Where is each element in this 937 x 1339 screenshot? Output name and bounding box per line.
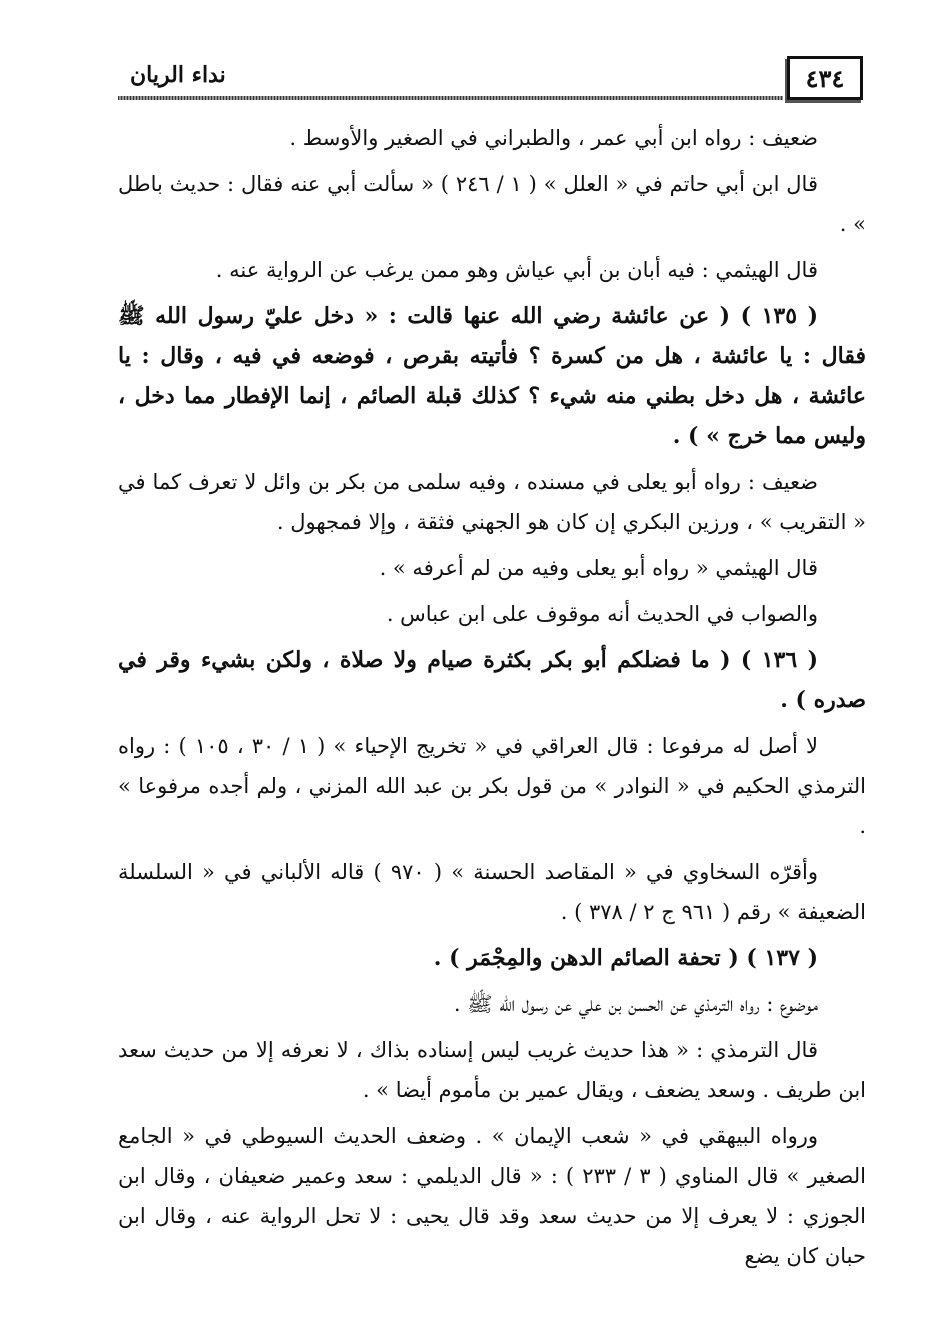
paragraph: ضعيف : رواه أبو يعلى في مسنده ، وفيه سلمى من بكر بن وائل لا تعرف كما في « التقريب » ، ورزين البكري إن كان هو الجهني فثقة ، وإلا فمجهول . [118,470,866,534]
hadith-paragraph: ( ١٣٥ ) ( عن عائشة رضي الله عنها قالت : « دخل عليّ رسول الله ﷺ فقال : يا عائشة ، هل من كسرة ؟ فأتيته بقرص ، فوضعه في فيه ، وقال : يا عائشة ، هل دخل بطني منه شيء ؟ كذلك قبلة الصائم ، إنما الإفطار مما دخل ، وليس مما خرج » ) . [118,303,866,449]
paragraph: قال الترمذي : « هذا حديث غريب ليس إسناده بذاك ، لا نعرفه إلا من حديث سعد ابن طريف . وسعد يضعف ، ويقال عمير بن مأموم أيضا » . [118,1038,866,1102]
paragraph: ورواه البيهقي في « شعب الإيمان » . وضعف الحديث السيوطي في « الجامع الصغير » قال المناوي ( ٣ / ٢٣٣ ) : « قال الديلمي : سعد وعمير ضعيفان ، وقال ابن الجوزي : لا يعرف إلا من حديث سعد وقد قال يحيى : لا تحل الرواية عنه ، وقال ابن حبان كان يضع [118,1124,866,1268]
paragraph: قال الهيثمي « رواه أبو يعلى وفيه من لم أعرفه » . [379,556,818,580]
paragraph: قال ابن أبي حاتم في « العلل » ( ١ / ٢٤٦ ) « سألت أبي عنه فقال : حديث باطل » . [118,172,866,236]
page-header [118,50,863,102]
paragraph: لا أصل له مرفوعا : قال العراقي في « تخريج الإحياء » ( ١ / ٣٠ ، ١٠٥ ) : رواه الترمذي الحكيم في « النوادر » من قول بكر بن عبد الله المزني ، ولم أجده مرفوعا » . [118,734,866,838]
header-rule [118,96,783,100]
paragraph: قال الهيثمي : فيه أبان بن أبي عياش وهو ممن يرغب عن الرواية عنه . [215,258,818,282]
page-number: ٤٣٤ [805,63,845,93]
paragraph: موضوع : رواه الترمذي عن الحسن بن علي عن رسول الله ﷺ . [453,992,818,1016]
hadith-paragraph: ( ١٣٦ ) ( ما فضلكم أبو بكر بكثرة صيام ولا صلاة ، ولكن بشيء وقر في صدره ) . [118,647,866,713]
hadith-paragraph: ( ١٣٧ ) ( تحفة الصائم الدهن والمِجْمَر ) . [433,945,818,971]
page-body [118,118,866,1282]
paragraph: ضعيف : رواه ابن أبي عمر ، والطبراني في الصغير والأوسط . [289,126,818,150]
paragraph: والصواب في الحديث أنه موقوف على ابن عباس . [386,602,818,626]
paragraph: وأقرّه السخاوي في « المقاصد الحسنة » ( ٩٧٠ ) قاله الألباني في « السلسلة الضعيفة » رقم ( ٩٦١ ج ٢ / ٣٧٨ ) . [118,860,866,924]
running-title: نداء الريان [130,62,226,88]
page-number-box [787,56,863,100]
